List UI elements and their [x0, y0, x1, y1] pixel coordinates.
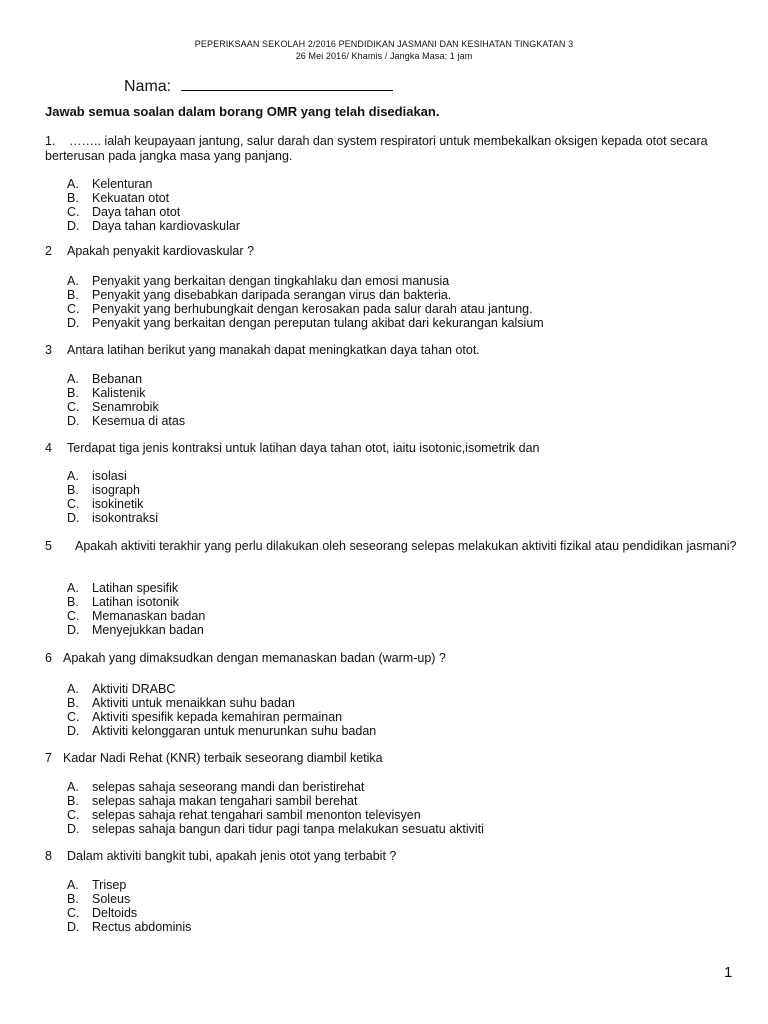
question-3 [45, 343, 745, 358]
option-a: A. Bebanan [67, 372, 143, 386]
question-7 [45, 751, 745, 766]
option-c: C. Penyakit yang berhubungkait dengan kerosakan pada salur darah atau jantung. [67, 302, 533, 316]
option-a: A. Kelenturan [67, 177, 153, 191]
options-3 [67, 372, 185, 428]
option-c: C. Deltoids [67, 906, 138, 920]
option-d: D. Daya tahan kardiovaskular [67, 219, 240, 233]
exam-date-duration: 26 Mei 2016/ Khamis / Jangka Masa: 1 jam [295, 51, 473, 61]
option-b: B. Aktiviti untuk menaikkan suhu badan [67, 696, 295, 710]
question-number: 1. [45, 134, 56, 148]
option-d: D. isokontraksi [67, 511, 158, 525]
option-b: B. Soleus [67, 892, 131, 906]
option-a: A. isolasi [67, 469, 127, 483]
question-5 [45, 539, 745, 554]
page-number: 1 [724, 964, 733, 981]
question-number: 2 [45, 244, 52, 258]
question-text: Kadar Nadi Rehat (KNR) terbaik seseorang diambil ketika [63, 751, 383, 765]
question-number: 3 [45, 343, 52, 357]
question-number: 8 [45, 849, 52, 863]
option-d: D. Kesemua di atas [67, 414, 186, 428]
option-b: B. Penyakit yang disebabkan daripada serangan virus dan bakteria. [67, 288, 452, 302]
options-4 [67, 469, 158, 525]
option-c: C. Senamrobik [67, 400, 159, 414]
option-d: D. Aktiviti kelonggaran untuk menurunkan suhu badan [67, 724, 377, 738]
option-c: C. isokinetik [67, 497, 144, 511]
question-2 [45, 244, 745, 259]
option-d: D. Rectus abdominis [67, 920, 192, 934]
question-8 [45, 849, 745, 864]
question-number: 5 [45, 539, 52, 553]
question-1 [45, 134, 745, 164]
option-a: A. Aktiviti DRABC [67, 682, 176, 696]
question-text: …….. ialah keupayaan jantung, salur darah dan system respiratori untuk membekalkan oksigen kepada otot secara berterusan pada jangka masa yang panjang. [45, 134, 708, 163]
options-5 [67, 581, 205, 637]
name-field [124, 76, 393, 96]
option-b: B. Kalistenik [67, 386, 146, 400]
question-text: Dalam aktiviti bangkit tubi, apakah jenis otot yang terbabit ? [67, 849, 397, 863]
name-label: Nama: [124, 78, 172, 95]
option-b: B. Kekuatan otot [67, 191, 170, 205]
option-d: D. Penyakit yang berkaitan dengan pereputan tulang akibat dari kekurangan kalsium [67, 316, 544, 330]
option-a: A. Trisep [67, 878, 127, 892]
options-1 [67, 177, 240, 233]
question-number: 6 [45, 651, 52, 665]
option-c: C. Aktiviti spesifik kepada kemahiran permainan [67, 710, 343, 724]
options-8 [67, 878, 191, 934]
option-c: C. Daya tahan otot [67, 205, 181, 219]
question-text: Antara latihan berikut yang manakah dapat meningkatkan daya tahan otot. [67, 343, 480, 357]
question-number: 7 [45, 751, 52, 765]
options-2 [67, 274, 544, 330]
question-number: 4 [45, 441, 52, 455]
option-d: D. Menyejukkan badan [67, 623, 204, 637]
question-text: Apakah aktiviti terakhir yang perlu dilakukan oleh seseorang selepas melakukan aktiviti fizikal atau pendidikan jasmani? [75, 539, 737, 553]
exam-title: PEPERIKSAAN SEKOLAH 2/2016 PENDIDIKAN JASMANI DAN KESIHATAN TINGKATAN 3 [194, 39, 574, 49]
option-b: B. Latihan isotonik [67, 595, 179, 609]
option-a: A. Penyakit yang berkaitan dengan tingkahlaku dan emosi manusia [67, 274, 450, 288]
option-c: C. selepas sahaja rehat tengahari sambil menonton televisyen [67, 808, 421, 822]
question-text: Apakah penyakit kardiovaskular ? [67, 244, 254, 258]
option-a: A. Latihan spesifik [67, 581, 179, 595]
option-c: C. Memanaskan badan [67, 609, 206, 623]
question-6 [45, 651, 745, 666]
question-text: Terdapat tiga jenis kontraksi untuk latihan daya tahan otot, iaitu isotonic,isometrik dan [67, 441, 540, 455]
instruction: Jawab semua soalan dalam borang OMR yang telah disediakan. [45, 104, 440, 119]
option-b: B. isograph [67, 483, 140, 497]
option-d: D. selepas sahaja bangun dari tidur pagi tanpa melakukan sesuatu aktiviti [67, 822, 484, 836]
question-4 [45, 441, 745, 456]
option-b: B. selepas sahaja makan tengahari sambil berehat [67, 794, 358, 808]
name-blank-line [181, 76, 393, 91]
option-a: A. selepas sahaja seseorang mandi dan beristirehat [67, 780, 365, 794]
options-7 [67, 780, 484, 836]
options-6 [67, 682, 376, 738]
question-text: Apakah yang dimaksudkan dengan memanaskan badan (warm-up) ? [63, 651, 446, 665]
